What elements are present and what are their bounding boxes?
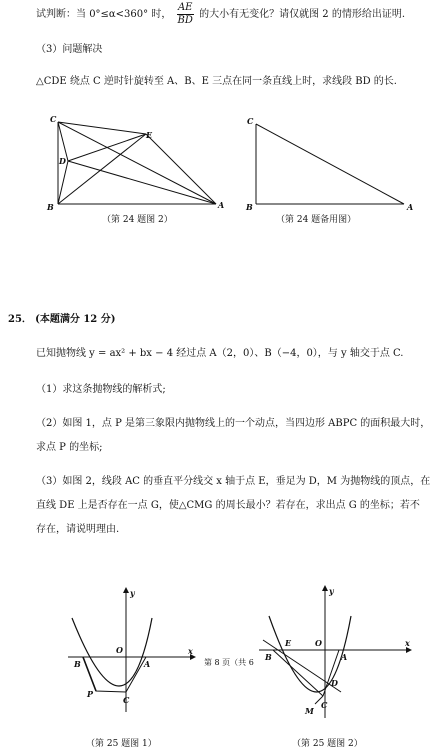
- spare-segment-ca: [256, 124, 404, 204]
- fig24-spare-caption: （第 24 题备用图）: [276, 215, 357, 225]
- q24-line1: [36, 2, 405, 27]
- fig2-label-m: M: [305, 706, 314, 716]
- fig2-label-o: O: [315, 638, 322, 648]
- fig2-label-c: C: [321, 700, 328, 710]
- label-c: C: [50, 114, 57, 124]
- q25-part2-line2: 求点 P 的坐标;: [36, 442, 103, 453]
- page-footer: 第 8 页（共 6: [204, 658, 254, 667]
- spare-label-a: A: [407, 202, 414, 212]
- parabola: [72, 618, 152, 686]
- q24-line1-post: 的大小有无变化？请仅就图 2 的情形给出证明.: [199, 9, 405, 20]
- figure-25-2: [255, 580, 415, 730]
- fig25-2-caption: （第 25 题图 2）: [292, 739, 363, 749]
- q24-part3-text: △CDE 绕点 C 逆时针旋转至 A、B、E 三点在同一条直线上时，求线段 BD 的长.: [36, 76, 397, 87]
- fig2-label-x: x: [405, 638, 410, 648]
- fig2-label-a: A: [341, 652, 348, 662]
- q25-part1: （1）求这条抛物线的解析式;: [36, 384, 166, 395]
- figure-24-2: [0, 112, 442, 222]
- segment-bc: [273, 650, 323, 696]
- fig2-label-y: y: [329, 586, 334, 596]
- label-b: B: [47, 202, 54, 212]
- fraction-numerator: AE: [177, 2, 193, 13]
- fig2-label-e: E: [285, 638, 292, 648]
- q24-line1-mid: 时，: [151, 9, 172, 20]
- q25-part2-line1: （2）如图 1，点 P 是第三象限内抛物线上的一个动点，当四边形 ABPC 的面积最大时，: [36, 418, 431, 429]
- q24-line1-cond: 0°≤α<360°: [89, 9, 149, 20]
- label-a: A: [218, 200, 225, 210]
- q25-number: 25．: [8, 314, 32, 325]
- segment-de: [68, 134, 146, 161]
- segment-ce: [58, 122, 146, 134]
- fig24-2-caption: （第 24 题图 2）: [102, 215, 173, 225]
- q24-part3-title: （3）问题解决: [36, 44, 103, 55]
- fig1-label-x: x: [188, 646, 193, 656]
- fig1-label-b: B: [74, 659, 81, 669]
- fig1-label-a: A: [144, 659, 151, 669]
- q25-stem: 已知抛物线 y = ax² + bx − 4 经过点 A（2，0）、B（−4，0），与 y 轴交于点 C.: [36, 348, 404, 359]
- fig1-label-p: P: [87, 689, 94, 699]
- figure-25-1: [60, 580, 200, 720]
- segment-ca: [58, 122, 216, 204]
- fig1-label-y: y: [130, 588, 135, 598]
- segment-bp: [83, 657, 96, 691]
- spare-label-c: C: [247, 116, 254, 126]
- fig25-1-caption: （第 25 题图 1）: [86, 739, 157, 749]
- fig1-label-c: C: [123, 695, 130, 705]
- q25-part3-line1: （3）如图 2，线段 AC 的垂直平分线交 x 轴于点 E，垂足为 D，M 为抛物线的顶点，在: [36, 476, 431, 487]
- q25-part3-line2: 直线 DE 上是否存在一点 G，使△CMG 的周长最小？若存在，求出点 G 的坐标；若不: [36, 500, 420, 511]
- spare-label-b: B: [246, 202, 253, 212]
- fraction-denominator: BD: [177, 15, 193, 26]
- q24-line1-pre: 试判断：当: [36, 9, 86, 20]
- label-e: E: [146, 130, 153, 140]
- fig2-label-b: B: [265, 652, 272, 662]
- fig2-label-d: D: [331, 678, 338, 688]
- fig1-label-o: O: [116, 645, 123, 655]
- q25-part3-line3: 存在，请说明理由.: [36, 524, 120, 535]
- q25-heading-line: [8, 314, 115, 326]
- q25-heading: (本题满分 12 分): [35, 314, 116, 325]
- parabola: [269, 616, 351, 692]
- label-d: D: [59, 156, 66, 166]
- ratio-fraction: [177, 2, 194, 27]
